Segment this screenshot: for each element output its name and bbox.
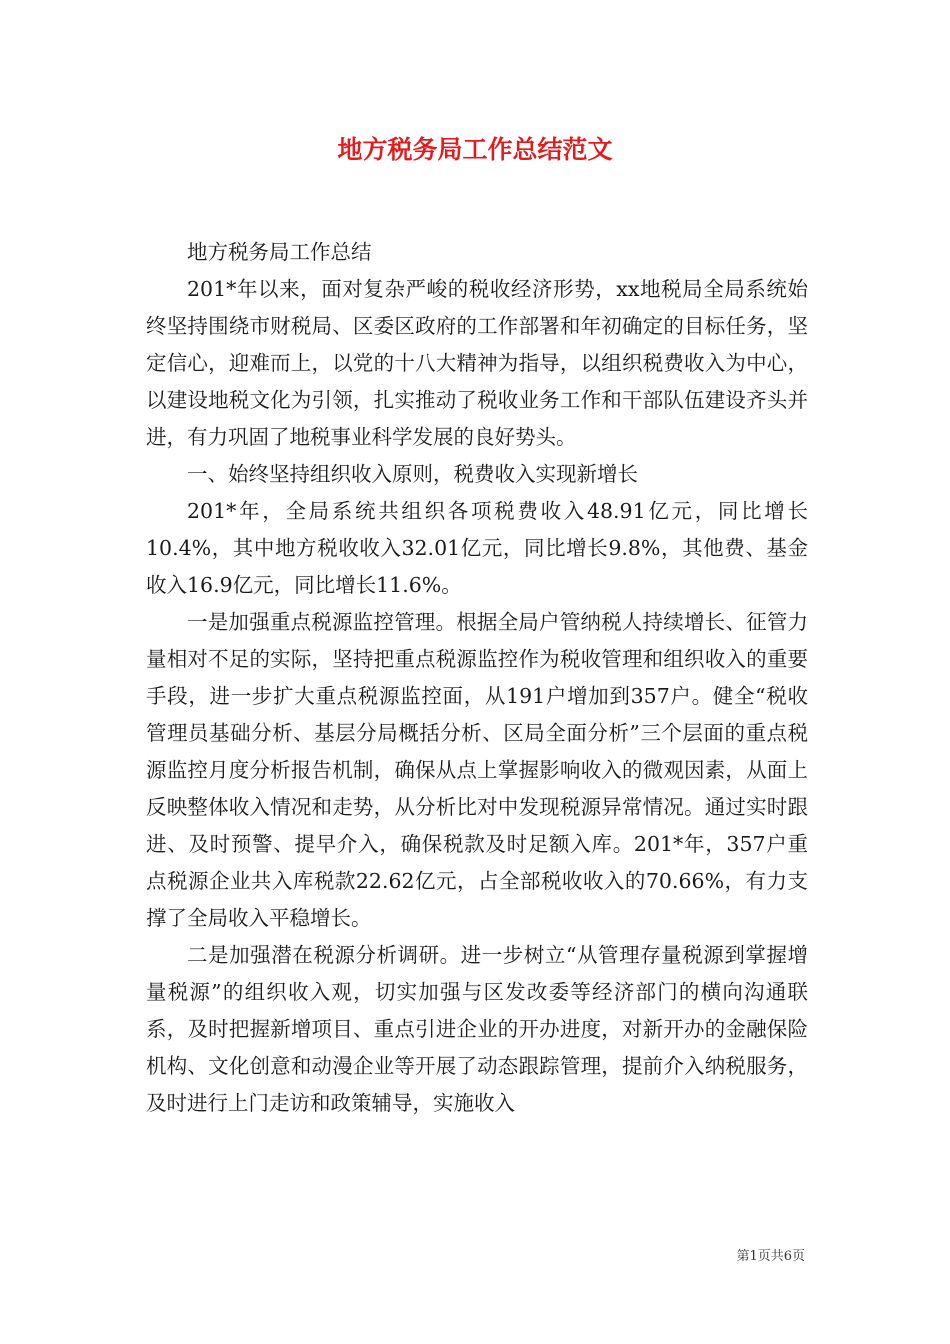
- document-body: [146, 234, 808, 1122]
- document-title: 地方税务局工作总结范文: [337, 135, 613, 164]
- paragraph-heading-1: 一、始终坚持组织收入原则，税费收入实现新增长: [187, 462, 638, 486]
- page-number: 第1页共6页: [736, 1249, 805, 1264]
- section-heading: 地方税务局工作总结: [187, 240, 372, 264]
- paragraph-intro: 201*年以来，面对复杂严峻的税收经济形势，xx地税局全局系统始终坚持围绕市财税局、区委区政府的工作部署和年初确定的目标任务，坚定信心，迎难而上，以党的十八大精神为指导，以组织税费收入为中心，以建设地税文化为引领，扎实推动了税收业务工作和干部队伍建设齐头并进，有力巩固了地税事业科学发展的良好势头。: [146, 277, 808, 449]
- paragraph-revenue: 201*年，全局系统共组织各项税费收入48.91亿元，同比增长10.4%，其中地方税收收入32.01亿元，同比增长9.8%，其他费、基金收入16.9亿元，同比增长11.6%。: [146, 499, 808, 597]
- paragraph-point-1: 一是加强重点税源监控管理。根据全局户管纳税人持续增长、征管力量相对不足的实际，坚持把重点税源监控作为税收管理和组织收入的重要手段，进一步扩大重点税源监控面，从191户增加到357户。健全“税收管理员基础分析、基层分局概括分析、区局全面分析”三个层面的重点税源监控月度分析报告机制，确保从点上掌握影响收入的微观因素，从面上反映整体收入情况和走势，从分析比对中发现税源异常情况。通过实时跟进、及时预警、提早介入，确保税款及时足额入库。201*年，357户重点税源企业共入库税款22.62亿元，占全部税收收入的70.66%，有力支撑了全局收入平稳增长。: [146, 610, 808, 930]
- paragraph-point-2: 二是加强潜在税源分析调研。进一步树立“从管理存量税源到掌握增量税源”的组织收入观，切实加强与区发改委等经济部门的横向沟通联系，及时把握新增项目、重点引进企业的开办进度，对新开办的金融保险机构、文化创意和动漫企业等开展了动态跟踪管理，提前介入纳税服务，及时进行上门走访和政策辅导，实施收入: [146, 943, 808, 1115]
